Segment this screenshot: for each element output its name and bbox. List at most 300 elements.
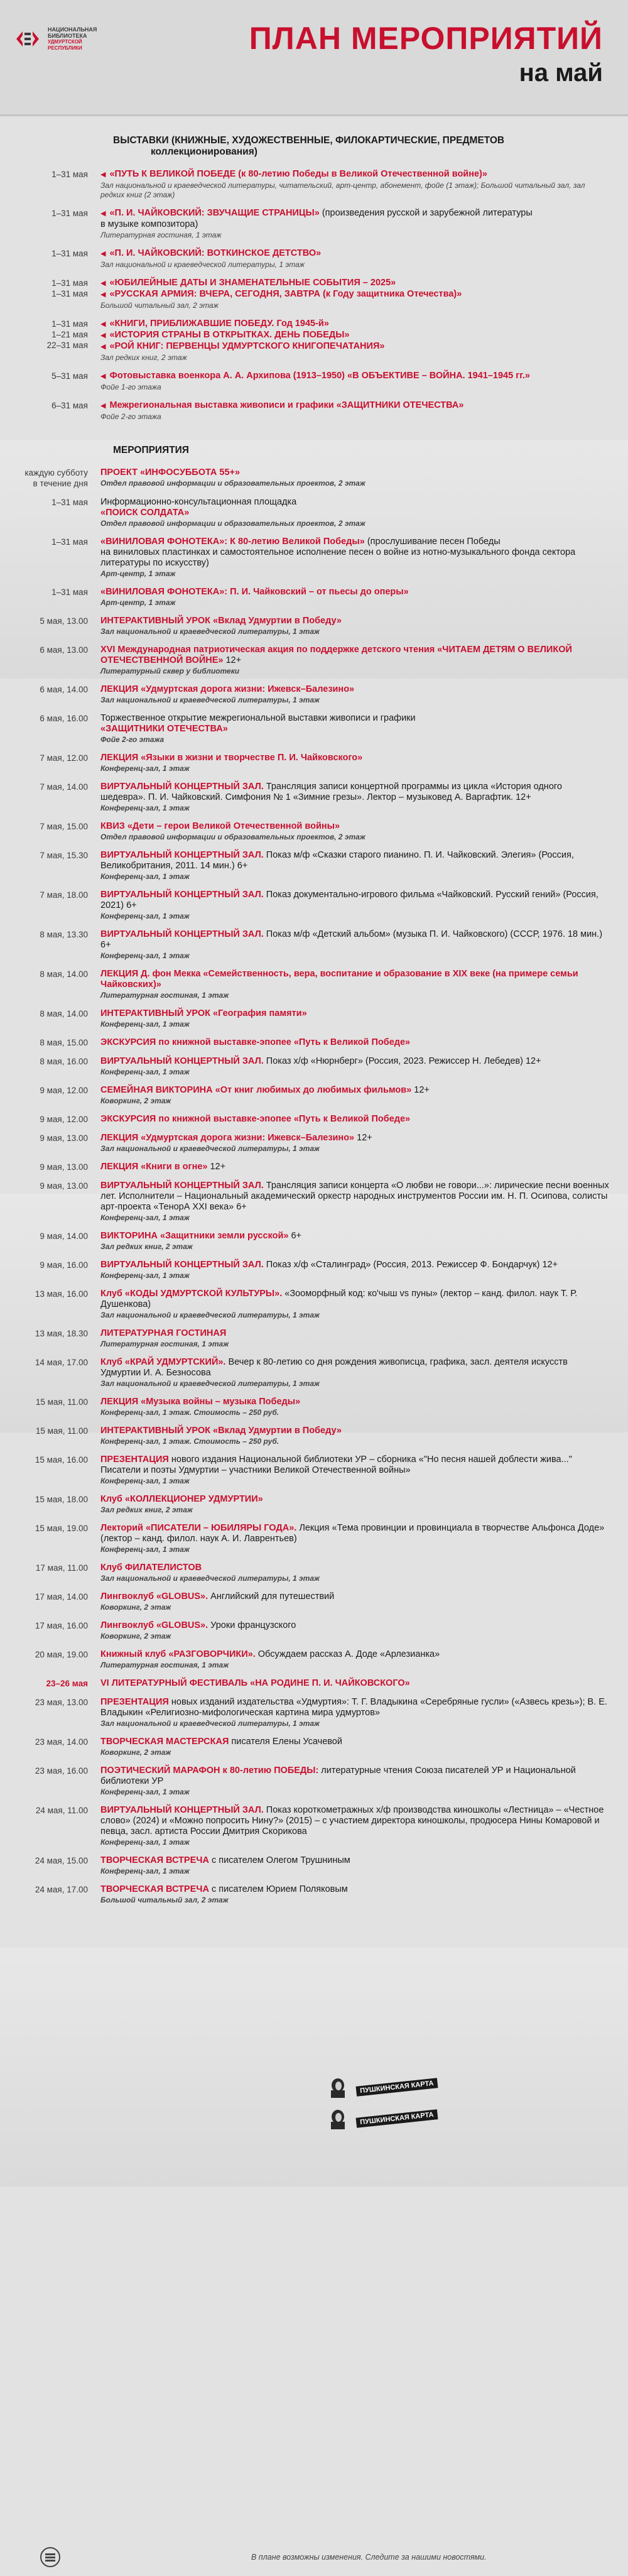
date-line: 23 мая, 14.00 xyxy=(35,1737,88,1747)
event-description: 12+ xyxy=(354,1133,372,1143)
event-date xyxy=(0,1133,100,1143)
event-line xyxy=(100,1008,609,1019)
date-line: 6 мая, 16.00 xyxy=(40,714,88,723)
exhibition-item xyxy=(0,315,609,367)
event-description: Лекция «Тема провинции и провинциала в творчестве Альфонса Доде» (лектор – канд. филол. наук А. И. Лаврентьев) xyxy=(100,1523,605,1544)
event-title: ВИРТУАЛЬНЫЙ КОНЦЕРТНЫЙ ЗАЛ. xyxy=(100,1260,264,1270)
event-title: ПОЭТИЧЕСКИЙ МАРАФОН к 80-летию ПОБЕДЫ: xyxy=(100,1766,319,1776)
event-location: Фойе 1-го этажа xyxy=(100,383,161,391)
date-line: 24 мая, 15.00 xyxy=(35,1856,88,1865)
event-body xyxy=(100,1697,609,1728)
event-body xyxy=(100,1855,609,1876)
event-title: ТВОРЧЕСКАЯ ВСТРЕЧА xyxy=(100,1884,209,1894)
event-date xyxy=(0,319,100,351)
event-item xyxy=(0,1801,609,1852)
event-date xyxy=(0,1181,100,1191)
event-title: ЛЕКЦИЯ «Языки в жизни и творчестве П. И. Чайковского» xyxy=(100,753,363,763)
exhibition-item xyxy=(0,274,609,315)
event-title: Клуб «КРАЙ УДМУРТСКИЙ». xyxy=(100,1357,226,1367)
event-date xyxy=(0,1162,100,1172)
event-body xyxy=(100,1678,609,1689)
event-item xyxy=(0,709,609,749)
event-title: ПРЕЗЕНТАЦИЯ xyxy=(100,1454,169,1465)
event-body xyxy=(100,1884,609,1905)
exhibitions-list xyxy=(0,165,609,426)
event-location: Зал национальной и краеведческой литературы, 1 этаж xyxy=(100,260,305,269)
event-date xyxy=(0,248,100,259)
event-item xyxy=(0,1559,609,1588)
event-date xyxy=(0,713,100,724)
pushkin-card-label: ПУШКИНСКАЯ КАРТА xyxy=(356,2109,438,2127)
event-location: Зал редких книг, 2 этаж xyxy=(100,1505,193,1514)
event-description: Показ х/ф «Сталинград» (Россия, 2013. Режиссер Ф. Бондарчук) 12+ xyxy=(263,1260,558,1270)
event-title: «ЮБИЛЕЙНЫЕ ДАТЫ И ЗНАМЕНАТЕЛЬНЫЕ СОБЫТИЯ – 2025» xyxy=(109,278,396,288)
event-body xyxy=(100,169,609,200)
footer-note: В плане возможны изменения. Следите за нашими новостями. xyxy=(251,2553,487,2562)
event-body xyxy=(100,1008,609,1029)
event-body xyxy=(100,371,609,392)
event-description: Показ документально-игрового фильма «Чайковский. Русский гений» (Россия, 2021) 6+ xyxy=(100,890,598,910)
event-line xyxy=(100,319,609,330)
event-item xyxy=(0,1422,609,1451)
event-title: ВИРТУАЛЬНЫЙ КОНЦЕРТНЫЙ ЗАЛ. xyxy=(100,1181,264,1191)
event-line xyxy=(100,1454,609,1476)
event-description: Показ м/ф «Детский альбом» (музыка П. И. Чайковского) (СССР, 1976. 18 мин.) 6+ xyxy=(100,929,603,950)
event-title: КВИЗ «Дети – герои Великой Отечественной войны» xyxy=(100,821,340,831)
event-date xyxy=(0,1056,100,1067)
event-description: Трансляция записи концерта «О любви не говори...»: лирические песни военных лет. Исполнители – Национальный академический оркестр народных инструментов России им. Н. П. Осипова, солисты арт-проекта «ТенорА XXI века» 6+ xyxy=(100,1181,609,1212)
event-date xyxy=(0,1591,100,1602)
event-title: «ПУТЬ К ВЕЛИКОЙ ПОБЕДЕ (к 80-летию Победы в Великой Отечественной войне)» xyxy=(109,169,487,179)
event-body xyxy=(100,782,609,813)
event-line xyxy=(100,587,609,598)
date-line: 9 мая, 13.00 xyxy=(40,1162,88,1172)
event-body xyxy=(100,645,609,676)
event-line xyxy=(100,1805,609,1837)
event-title: ВИРТУАЛЬНЫЙ КОНЦЕРТНЫЙ ЗАЛ. xyxy=(100,782,264,792)
event-location: Арт-центр, 1 этаж xyxy=(100,598,176,607)
date-line: 1–31 мая xyxy=(51,498,88,507)
event-body xyxy=(100,821,609,842)
event-description: Трансляция записи концертной программы из цикла «История одного шедевра». П. И. Чайковский. Симфония № 1 «Зимние грезы». Лектор – музыковед А. Варгафтик. 12+ xyxy=(100,782,562,802)
date-line: 7 мая, 12.00 xyxy=(40,753,88,763)
event-line xyxy=(100,1697,609,1718)
event-location: Зал редких книг, 2 этаж xyxy=(100,353,187,362)
date-line: 1–31 мая xyxy=(51,249,88,258)
event-location: Большой читальный зал, 2 этаж xyxy=(100,301,219,310)
event-body xyxy=(100,1289,609,1320)
event-title: ЛЕКЦИЯ «Книги в огне» xyxy=(100,1162,208,1172)
event-item xyxy=(0,583,609,612)
exhibition-item xyxy=(0,396,609,426)
event-description: с писателем Юрием Поляковым xyxy=(208,1884,348,1894)
event-title: ЭКСКУРСИЯ по книжной выставке-эпопее «Путь к Великой Победе» xyxy=(100,1114,411,1124)
event-item xyxy=(0,612,609,641)
event-date xyxy=(0,1397,100,1407)
event-location: Отдел правовой информации и образовательных проектов, 2 этаж xyxy=(100,832,365,841)
date-line: 9 мая, 13.00 xyxy=(40,1133,88,1143)
date-line: 1–31 мая xyxy=(51,289,88,298)
event-body xyxy=(100,319,609,363)
event-date xyxy=(0,1008,100,1019)
date-line: 7 мая, 18.00 xyxy=(40,890,88,900)
event-item xyxy=(0,464,609,493)
event-line xyxy=(100,1085,609,1096)
event-line xyxy=(100,497,609,508)
event-item xyxy=(0,886,609,925)
event-item xyxy=(0,533,609,583)
event-title: Лингвоклуб «GLOBUS». xyxy=(100,1620,208,1630)
date-line: 24 мая, 11.00 xyxy=(35,1806,88,1815)
event-item xyxy=(0,1285,609,1324)
date-line: 8 мая, 16.00 xyxy=(40,1057,88,1066)
date-line: 1–31 мая xyxy=(51,170,88,179)
bullet-icon: ◀ xyxy=(100,171,106,178)
event-line xyxy=(100,1397,609,1407)
event-date xyxy=(0,497,100,508)
library-logo[interactable] xyxy=(14,25,117,53)
date-line: 5–31 мая xyxy=(51,371,88,381)
event-body xyxy=(100,1494,609,1515)
event-location: Конференц-зал, 1 этаж xyxy=(100,1838,190,1847)
date-line: 1–21 мая xyxy=(51,330,88,339)
event-line xyxy=(100,782,609,803)
date-line: 22–31 мая xyxy=(46,341,88,350)
date-line: 9 мая, 12.00 xyxy=(40,1086,88,1095)
event-body xyxy=(100,1260,609,1280)
event-description: Английский для путешествий xyxy=(208,1591,335,1602)
event-location: Литературная гостиная, 1 этаж xyxy=(100,991,229,1000)
event-description: писателя Елены Усачевой xyxy=(229,1737,342,1747)
event-body xyxy=(100,1328,609,1349)
date-line: 6 мая, 14.00 xyxy=(40,685,88,694)
event-location: Коворкинг, 2 этаж xyxy=(100,1748,171,1757)
event-item xyxy=(0,925,609,965)
date-line: 7 мая, 15.30 xyxy=(40,851,88,860)
event-description: (произведения русской и зарубежной литературы xyxy=(319,208,533,218)
event-item xyxy=(0,749,609,778)
event-line xyxy=(100,1620,609,1631)
event-location: Конференц-зал, 1 этаж xyxy=(100,1545,190,1554)
event-item xyxy=(0,493,609,533)
event-item xyxy=(0,1052,609,1081)
event-date xyxy=(0,1620,100,1631)
event-description: «Зооморфный код: ко'чыш vs пуны» (лектор – канд. филол. наук Т. Р. Душенкова) xyxy=(100,1289,578,1309)
event-body xyxy=(100,850,609,881)
event-item xyxy=(0,1451,609,1490)
events-list xyxy=(0,464,609,1909)
date-line: 6–31 мая xyxy=(51,401,88,410)
event-date xyxy=(0,1357,100,1368)
event-location: Зал национальной и краеведческой литературы, 1 этаж xyxy=(100,1311,320,1319)
event-item xyxy=(0,641,609,680)
event-title: «ПОИСК СОЛДАТА» xyxy=(100,508,190,518)
event-item xyxy=(0,1324,609,1353)
bullet-icon: ◀ xyxy=(100,291,106,298)
event-description: 12+ xyxy=(411,1085,430,1095)
pushkin-card-label: ПУШКИНСКАЯ КАРТА xyxy=(356,2078,438,2096)
event-title: «КНИГИ, ПРИБЛИЖАВШИЕ ПОБЕДУ. Год 1945-й» xyxy=(109,319,329,329)
event-date xyxy=(0,684,100,695)
bullet-icon: ◀ xyxy=(100,210,106,217)
event-line xyxy=(100,1426,609,1436)
event-location: Конференц-зал, 1 этаж xyxy=(100,1867,190,1875)
event-description: Показ м/ф «Сказки старого пианино. П. И. Чайковский. Элегия» (Россия, Великобритания, 2011. 14 мин.) 6+ xyxy=(100,850,574,871)
event-title: Клуб «КОДЫ УДМУРТСКОЙ КУЛЬТУРЫ». xyxy=(100,1289,283,1299)
event-title: Лингвоклуб «GLOBUS». xyxy=(100,1591,208,1602)
event-title: ЭКСКУРСИЯ по книжной выставке-эпопее «Путь к Великой Победе» xyxy=(100,1037,411,1047)
event-line xyxy=(100,248,609,259)
page-title-block xyxy=(249,20,603,87)
bullet-icon: ◀ xyxy=(100,343,106,351)
event-line xyxy=(100,208,609,219)
event-date xyxy=(0,587,100,598)
event-line xyxy=(100,1591,609,1602)
event-title: Клуб ФИЛАТЕЛИСТОВ xyxy=(100,1563,202,1573)
event-date xyxy=(0,1697,100,1708)
event-title: Клуб «КОЛЛЕКЦИОНЕР УДМУРТИИ» xyxy=(100,1494,263,1504)
exhibition-item xyxy=(0,204,609,244)
date-line: 17 мая, 14.00 xyxy=(35,1592,88,1602)
event-location: Конференц-зал, 1 этаж xyxy=(100,804,190,812)
event-description: с писателем Олегом Трушниным xyxy=(208,1855,350,1865)
event-location: Литературный сквер у библиотеки xyxy=(100,667,240,675)
date-line: 23 мая, 13.00 xyxy=(35,1698,88,1707)
event-description: 6+ xyxy=(288,1231,302,1241)
event-location: Конференц-зал, 1 этаж xyxy=(100,1213,190,1222)
event-location: Литературная гостиная, 1 этаж xyxy=(100,231,222,239)
event-location: Конференц-зал, 1 этаж. Стоимость – 250 руб. xyxy=(100,1408,279,1417)
event-line xyxy=(100,1678,609,1689)
event-item xyxy=(0,1519,609,1559)
event-line xyxy=(100,289,609,300)
date-line: 14 мая, 17.00 xyxy=(35,1358,88,1367)
event-item xyxy=(0,1693,609,1733)
event-body xyxy=(100,587,609,608)
event-line xyxy=(100,1737,609,1747)
event-date xyxy=(0,1523,100,1534)
event-location: Конференц-зал, 1 этаж xyxy=(100,764,190,773)
event-title: ПРЕЗЕНТАЦИЯ xyxy=(100,1697,169,1707)
exhibition-item xyxy=(0,244,609,274)
date-line: 1–31 мая xyxy=(51,537,88,547)
event-description: нового издания Национальной библиотеки УР – сборника «"Но песня нашей доблести жива..." Писатели и поэты Удмуртии – участники Великой Отечественной войны» xyxy=(100,1454,572,1475)
event-location: Конференц-зал, 1 этаж. Стоимость – 250 руб. xyxy=(100,1437,279,1446)
event-item xyxy=(0,1393,609,1422)
event-body xyxy=(100,929,609,961)
event-line xyxy=(100,1357,609,1378)
event-date xyxy=(0,1884,100,1895)
event-body xyxy=(100,248,609,270)
page-footer xyxy=(0,2538,628,2576)
event-line xyxy=(100,1037,609,1048)
event-line xyxy=(100,1766,609,1787)
event-title: VI ЛИТЕРАТУРНЫЙ ФЕСТИВАЛЬ «НА РОДИНЕ П. И. ЧАЙКОВСКОГО» xyxy=(100,1678,410,1688)
event-description: Показ х/ф «Нюрнберг» (Россия, 2023. Режиссер Н. Лебедев) 12+ xyxy=(263,1056,541,1066)
event-body xyxy=(100,1133,609,1154)
event-item xyxy=(0,1110,609,1129)
date-line: 15 мая, 18.00 xyxy=(35,1495,88,1504)
event-description: Информационно-консультационная площадка xyxy=(100,497,297,507)
date-line: в течение дня xyxy=(33,479,88,488)
event-body xyxy=(100,1357,609,1389)
event-line xyxy=(100,1289,609,1310)
event-date xyxy=(0,1454,100,1465)
event-title: «РУССКАЯ АРМИЯ: ВЧЕРА, СЕГОДНЯ, ЗАВТРА (к Году защитника Отечества)» xyxy=(109,289,462,299)
event-body xyxy=(100,278,609,310)
exhibition-item xyxy=(0,367,609,396)
event-location: Коворкинг, 2 этаж xyxy=(100,1096,171,1105)
event-date xyxy=(0,467,100,489)
event-date xyxy=(0,645,100,655)
date-line: 6 мая, 13.00 xyxy=(40,645,88,655)
event-date xyxy=(0,371,100,381)
event-body xyxy=(100,1426,609,1446)
event-item xyxy=(0,1588,609,1617)
event-body xyxy=(100,497,609,528)
schedule xyxy=(0,116,628,1909)
date-line: 15 мая, 16.00 xyxy=(35,1455,88,1465)
event-location: Конференц-зал, 1 этаж xyxy=(100,1787,190,1796)
event-line xyxy=(100,1328,609,1339)
event-body xyxy=(100,208,609,240)
bullet-icon: ◀ xyxy=(100,373,106,380)
event-description: новых изданий издательства «Удмуртия»: Т. Г. Владыкина «Серебряные гусли» («Азвесь крезь»); В. Е. Владыкин «Религиозно-мифологическая картина мира удмуртов» xyxy=(100,1697,607,1718)
date-line: 23–26 мая xyxy=(46,1679,88,1688)
event-date xyxy=(0,208,100,219)
page-title: ПЛАН МЕРОПРИЯТИЙ xyxy=(249,21,603,56)
event-item xyxy=(0,1034,609,1052)
event-line xyxy=(100,219,609,230)
event-title: «ЗАЩИТНИКИ ОТЕЧЕСТВА» xyxy=(100,724,228,734)
event-line xyxy=(100,1260,609,1270)
date-line: 1–31 мая xyxy=(51,587,88,597)
event-line xyxy=(100,547,609,569)
event-item xyxy=(0,1762,609,1801)
event-body xyxy=(100,684,609,705)
event-body xyxy=(100,1737,609,1757)
event-body xyxy=(100,1563,609,1583)
date-line: 9 мая, 13.00 xyxy=(40,1181,88,1191)
event-location: Литературная гостиная, 1 этаж xyxy=(100,1661,229,1669)
event-line xyxy=(100,1494,609,1505)
event-line xyxy=(100,169,609,180)
event-date xyxy=(0,1494,100,1505)
event-item xyxy=(0,1617,609,1645)
event-body xyxy=(100,1805,609,1847)
event-description: 12+ xyxy=(207,1162,226,1172)
event-date xyxy=(0,169,100,180)
date-line: 17 мая, 11.00 xyxy=(35,1563,88,1573)
event-location: Зал национальной и краеведческой литературы, 1 этаж xyxy=(100,627,320,636)
pushkin-portrait-icon xyxy=(323,2077,352,2098)
event-body xyxy=(100,1649,609,1670)
event-line xyxy=(100,929,609,951)
event-location: Фойе 2-го этажа xyxy=(100,735,165,744)
event-title: ВИРТУАЛЬНЫЙ КОНЦЕРТНЫЙ ЗАЛ. xyxy=(100,929,264,939)
library-logo-icon xyxy=(14,25,41,53)
event-title: ВИРТУАЛЬНЫЙ КОНЦЕРТНЫЙ ЗАЛ. xyxy=(100,1056,264,1066)
event-title: «РОЙ КНИГ: ПЕРВЕНЦЫ УДМУРТСКОГО КНИГОПЕЧАТАНИЯ» xyxy=(109,341,385,351)
event-item xyxy=(0,1852,609,1880)
event-date xyxy=(0,890,100,900)
page-header xyxy=(0,0,628,116)
date-line: 9 мая, 14.00 xyxy=(40,1231,88,1241)
event-line xyxy=(100,753,609,763)
event-location: Арт-центр, 1 этаж xyxy=(100,569,176,578)
event-line xyxy=(100,969,609,990)
event-date xyxy=(0,1426,100,1436)
event-line xyxy=(100,1523,609,1544)
event-description: (прослушивание песен Победы xyxy=(364,537,501,547)
event-line xyxy=(100,616,609,626)
event-date xyxy=(0,821,100,832)
event-item xyxy=(0,1158,609,1177)
event-line xyxy=(100,341,609,352)
event-body xyxy=(100,400,609,422)
event-description: Показ короткометражных х/ф производства киношколы «Лестница» – «Честное слово» (2024) и «Можно попросить Нину?» (2015) – с участием директора киношколы, продюсера Нины Комаровой и певца, засл. артиста России Дмитрия Скорикова xyxy=(100,1805,604,1836)
event-date xyxy=(0,1289,100,1299)
event-item xyxy=(0,778,609,817)
date-line: 15 мая, 11.00 xyxy=(35,1426,88,1436)
event-item xyxy=(0,1081,609,1110)
event-location: Конференц-зал, 1 этаж xyxy=(100,1476,190,1485)
event-body xyxy=(100,1523,609,1554)
event-date xyxy=(0,400,100,411)
event-line xyxy=(100,645,609,666)
event-location: Конференц-зал, 1 этаж xyxy=(100,912,190,920)
event-body xyxy=(100,890,609,921)
event-line xyxy=(100,400,609,412)
event-body xyxy=(100,1056,609,1077)
event-line xyxy=(100,537,609,547)
event-title: «ВИНИЛОВАЯ ФОНОТЕКА»: К 80-летию Великой Победы» xyxy=(100,537,365,547)
event-line xyxy=(100,684,609,695)
date-line: 1–31 мая xyxy=(51,319,88,329)
event-location: Зал национальной и краеведческой литературы, 1 этаж xyxy=(100,1144,320,1153)
event-item xyxy=(0,846,609,886)
event-description: на виниловых пластинках и самостоятельное исполнение песен о войне из нотно-музыкального фонда сектора литературы по искусству) xyxy=(100,547,576,568)
event-line xyxy=(100,713,609,724)
event-item xyxy=(0,680,609,709)
event-location: Зал национальной и краеведческой литературы, 1 этаж xyxy=(100,1719,320,1728)
event-location: Отдел правовой информации и образовательных проектов, 2 этаж xyxy=(100,479,365,488)
date-line: 1–31 мая xyxy=(51,209,88,218)
event-description: Торжественное открытие межрегиональной выставки живописи и графики xyxy=(100,713,416,723)
event-location: Зал национальной и краеведческой литературы, 1 этаж xyxy=(100,1574,320,1583)
event-date xyxy=(0,1328,100,1339)
event-date xyxy=(0,1260,100,1270)
event-title: «П. И. ЧАЙКОВСКИЙ: ЗВУЧАЩИЕ СТРАНИЦЫ» xyxy=(109,208,320,218)
event-location: Конференц-зал, 1 этаж xyxy=(100,872,190,881)
event-date xyxy=(0,1037,100,1048)
event-title: ТВОРЧЕСКАЯ МАСТЕРСКАЯ xyxy=(100,1737,229,1747)
event-date xyxy=(0,1231,100,1242)
event-title: ИНТЕРАКТИВНЫЙ УРОК «Вклад Удмуртии в Победу» xyxy=(100,616,342,626)
event-date xyxy=(0,1678,100,1689)
date-line: 8 мая, 13.30 xyxy=(40,930,88,939)
event-line xyxy=(100,1133,609,1143)
event-item xyxy=(0,1645,609,1674)
date-line: 20 мая, 19.00 xyxy=(35,1650,88,1659)
date-line: 15 мая, 19.00 xyxy=(35,1524,88,1533)
event-location: Зал национальной и краеведческой литературы, 1 этаж xyxy=(100,696,320,704)
date-line: 23 мая, 16.00 xyxy=(35,1766,88,1776)
event-date xyxy=(0,1563,100,1573)
event-date xyxy=(0,782,100,792)
date-line: 8 мая, 15.00 xyxy=(40,1038,88,1047)
event-title: ВИРТУАЛЬНЫЙ КОНЦЕРТНЫЙ ЗАЛ. xyxy=(100,1805,264,1815)
